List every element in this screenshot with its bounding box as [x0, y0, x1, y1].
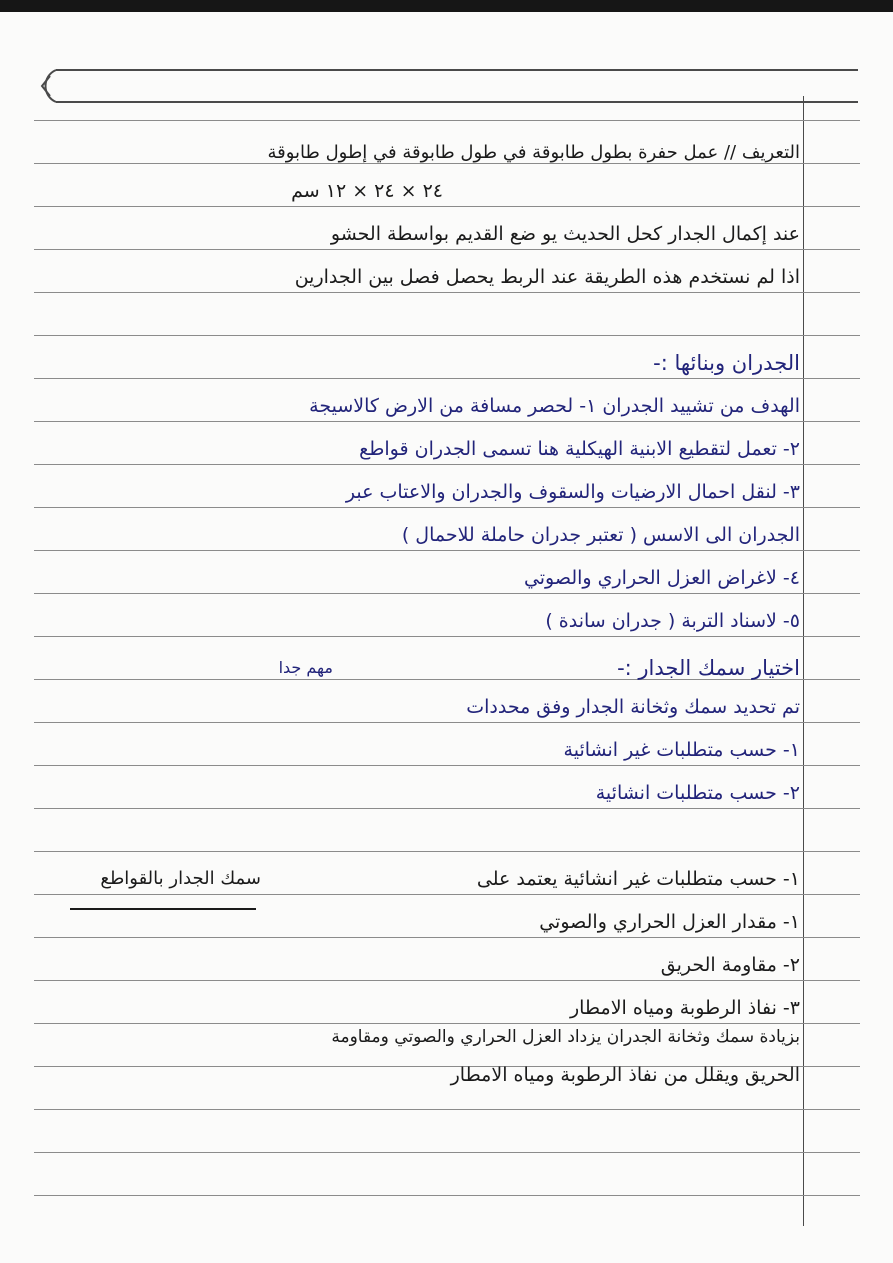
nonstructural-factor-2: ٢- مقاومة الحريق [660, 954, 800, 976]
wall-purpose-5: ٥- لاسناد التربة ( جدران ساندة ) [545, 610, 800, 632]
thickness-intro: تم تحديد سمك وثخانة الجدار وفق محددات [466, 696, 800, 718]
nonstructural-factor-1: ١- مقدار العزل الحراري والصوتي [539, 911, 800, 933]
ruled-line [34, 206, 860, 207]
page-top-edge [0, 0, 893, 12]
ruled-line [34, 851, 860, 852]
ruled-line [34, 765, 860, 766]
ruled-line [34, 636, 860, 637]
wall-purpose-1: الهدف من تشييد الجدران ١- لحصر مسافة من الارض كالاسيجة [309, 395, 800, 417]
ruled-line [34, 249, 860, 250]
nonstructural-factor-3: ٣- نفاذ الرطوبة ومياه الامطار [569, 997, 800, 1019]
wall-purpose-3-continued: الجدران الى الاسس ( تعتبر جدران حاملة للاحمال ) [401, 524, 800, 546]
thickness-criterion-2: ٢- حسب متطلبات انشائية [595, 782, 800, 804]
important-annotation: مهم جدا [278, 658, 333, 677]
wall-purpose-3: ٣- لنقل احمال الارضيات والسقوف والجدران والاعتاب عبر [345, 481, 800, 503]
walls-section-heading: الجدران وبنائها :- [653, 351, 800, 375]
ruled-line [34, 894, 860, 895]
ruled-line [34, 378, 860, 379]
definition-line: التعريف // عمل حفرة بطول طابوقة في طول طابوقة في إطول طابوقة [267, 142, 800, 163]
conclusion-line-2: الحريق ويقلل من نفاذ الرطوبة ومياه الامطار [450, 1064, 800, 1086]
ruled-line [34, 1109, 860, 1110]
ruled-line [34, 292, 860, 293]
ruled-line [34, 335, 860, 336]
ruled-line [34, 120, 860, 121]
joint-note-line-1: عند إكمال الجدار كحل الحديث يو ضع القديم بواسطة الحشو [330, 223, 800, 245]
conclusion-line-1: بزيادة سمك وثخانة الجدران يزداد العزل الحراري والصوتي ومقاومة [331, 1027, 800, 1047]
notebook-binding-strip [38, 66, 860, 106]
brick-dimensions: ٢٤ × ٢٤ × ١٢ سم [291, 180, 443, 202]
ruled-line [34, 550, 860, 551]
thickness-section-heading: اختيار سمك الجدار :- [617, 656, 800, 680]
ruled-line [34, 1152, 860, 1153]
ruled-line [34, 722, 860, 723]
joint-note-line-2: اذا لم نستخدم هذه الطريقة عند الربط يحصل فصل بين الجدارين [294, 266, 800, 288]
nonstructural-heading: ١- حسب متطلبات غير انشائية يعتمد على [476, 868, 800, 890]
ruled-line [34, 593, 860, 594]
underline-stroke [70, 908, 256, 910]
thickness-criterion-1: ١- حسب متطلبات غير انشائية [563, 739, 800, 761]
ruled-line [34, 937, 860, 938]
ruled-line [34, 507, 860, 508]
wall-purpose-2: ٢- تعمل لتقطيع الابنية الهيكلية هنا تسمى الجدران قواطع [359, 438, 800, 460]
ruled-line [34, 421, 860, 422]
ruled-line [34, 808, 860, 809]
ruled-line [34, 1195, 860, 1196]
partition-thickness-note: سمك الجدار بالقواطع [100, 868, 261, 889]
wall-purpose-4: ٤- لاغراض العزل الحراري والصوتي [523, 567, 800, 589]
ruled-line [34, 980, 860, 981]
margin-rule [803, 96, 804, 1226]
ruled-line [34, 464, 860, 465]
